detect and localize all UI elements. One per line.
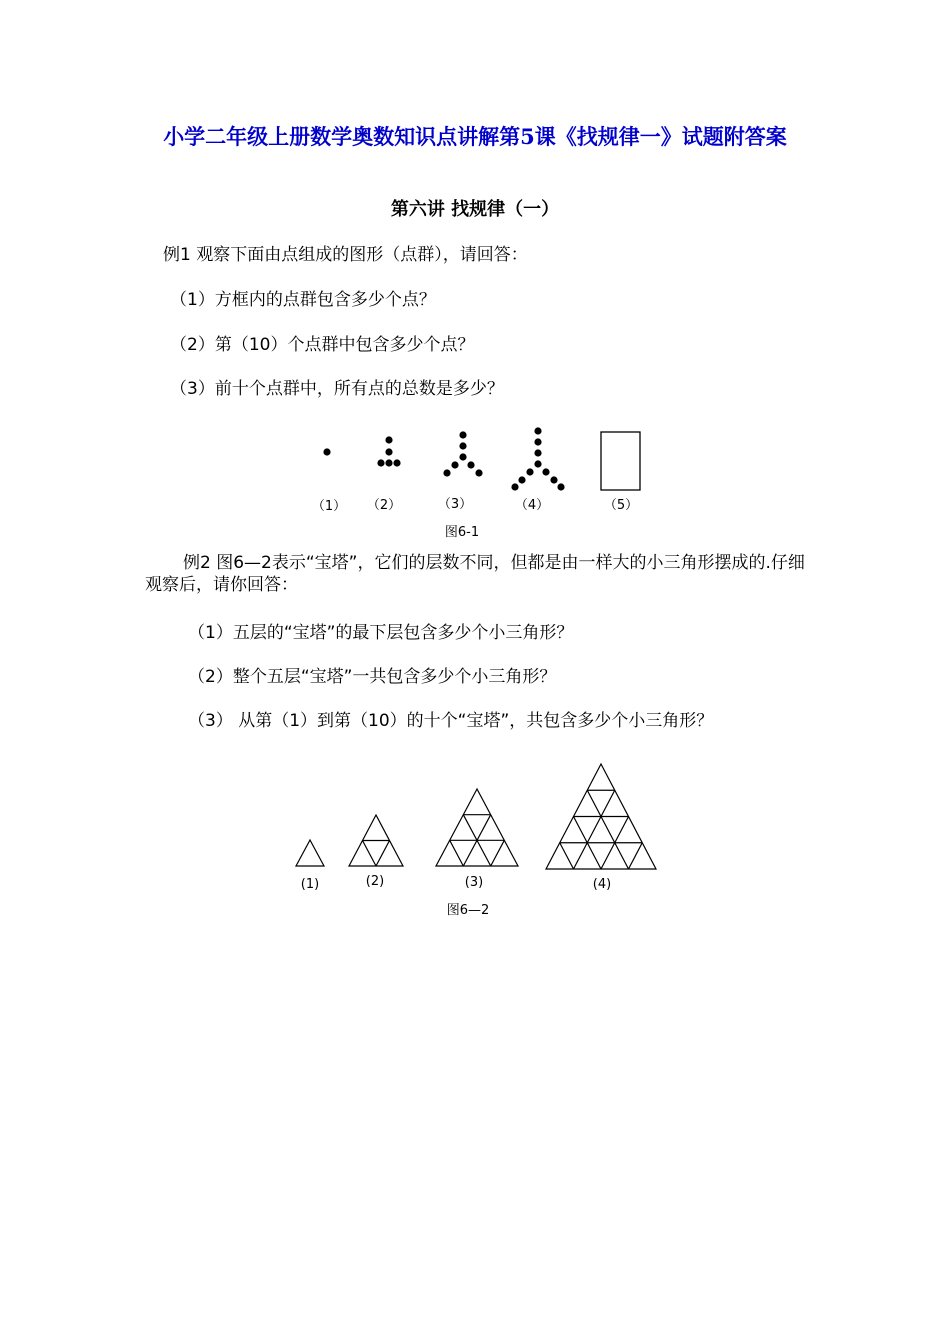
- fig2-label-1: (1): [300, 877, 320, 892]
- empty-box-5: [601, 432, 640, 490]
- dot-cluster-3: [443, 431, 482, 476]
- fig1-label-4: （4）: [514, 498, 550, 513]
- example1-question-2: （2）第（10）个点群中包含多少个点？: [170, 335, 475, 355]
- dot-cluster-1: [323, 448, 330, 455]
- fig2-label-3: (3): [464, 875, 484, 890]
- figure-6-2-caption: 图6—2: [446, 903, 490, 918]
- fig1-label-2: （2）: [366, 498, 402, 513]
- fig1-label-1: （1）: [311, 499, 347, 514]
- figure-6-2-labels: [301, 874, 611, 918]
- example1-question-1: （1）方框内的点群包含多少个点？: [170, 290, 436, 310]
- pagoda-3: [436, 789, 518, 866]
- pagoda-1: [296, 840, 324, 866]
- lecture-heading: 第六讲 找规律（一）: [390, 199, 560, 220]
- example2-question-1: （1）五层的“宝塔”的最下层包含多少个小三角形？: [188, 623, 574, 643]
- fig2-label-4: (4): [592, 877, 612, 892]
- example1-intro: 例1 观察下面由点组成的图形（点群），请回答：: [163, 245, 528, 265]
- fig2-label-2: (2): [365, 874, 385, 889]
- example1-question-3: （3）前十个点群中，所有点的总数是多少？: [170, 379, 504, 399]
- figure-6-1-caption: 图6-1: [444, 525, 480, 540]
- dot-cluster-2: [377, 436, 400, 466]
- fig1-label-5: （5）: [603, 498, 639, 513]
- example2-question-2: （2）整个五层“宝塔”一共包含多少个小三角形？: [188, 667, 557, 687]
- figure-6-1: [312, 427, 640, 540]
- fig1-label-3: （3）: [437, 497, 473, 512]
- example2-intro: 例2 图6—2表示“宝塔”，它们的层数不同，但都是由一样大的小三角形摆成的.仔细观察后，请你回答：: [145, 553, 805, 595]
- document-title: 小学二年级上册数学奥数知识点讲解第5课《找规律一》试题附答案: [163, 124, 787, 149]
- figure-6-2: [296, 764, 656, 869]
- example2-question-3: （3） 从第（1）到第（10）的十个“宝塔”，共包含多少个小三角形？: [188, 711, 714, 731]
- pagoda-4: [546, 764, 656, 869]
- pagoda-2: [349, 815, 403, 866]
- dot-cluster-4: [511, 427, 564, 490]
